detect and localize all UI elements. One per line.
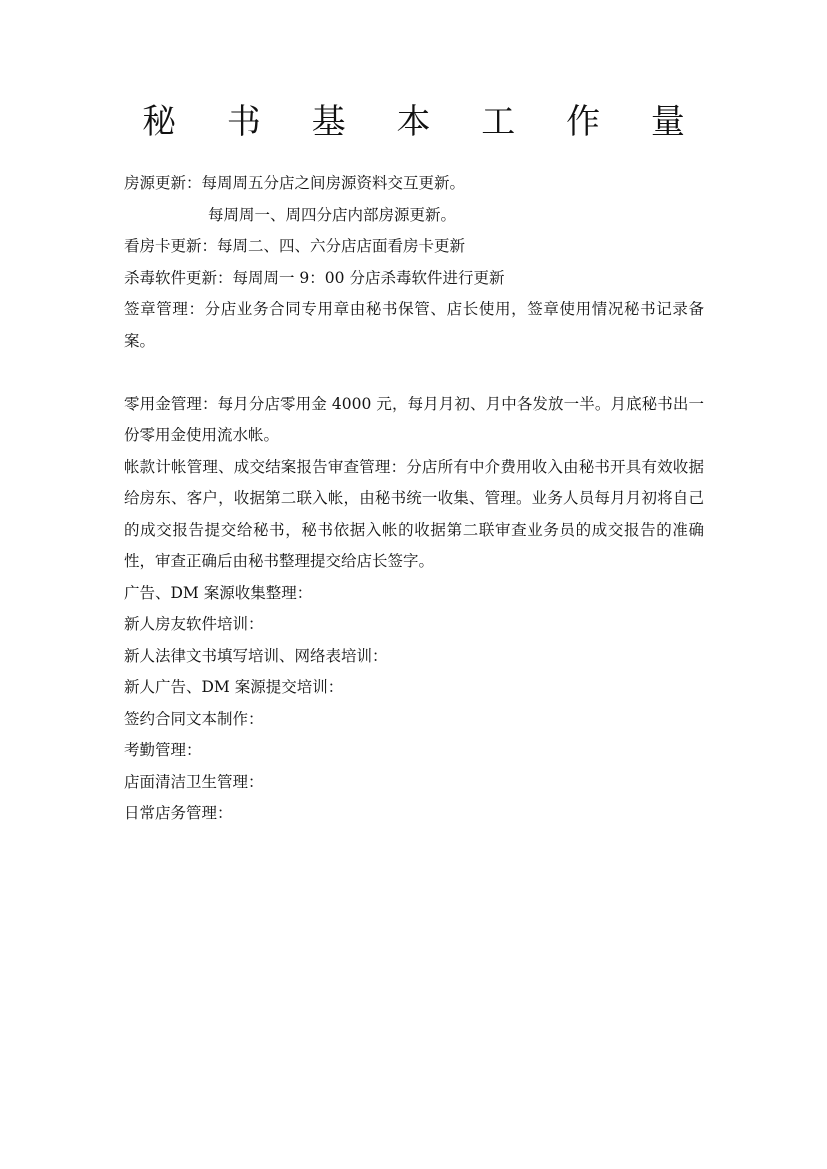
paragraph-antivirus-update: 杀毒软件更新：每周周一 9：00 分店杀毒软件进行更新	[124, 268, 505, 287]
page-title: 秘 书 基 本 工 作 量	[142, 102, 705, 142]
paragraph-legal-docs-training: 新人法律文书填写培训、网络表培训：	[124, 646, 388, 665]
paragraph-ad-dm-collection: 广告、DM 案源收集整理：	[124, 583, 313, 602]
paragraph-seal-management: 签章管理：分店业务合同专用章由秘书保管、店长使用，签章使用情况秘书记录备案。	[124, 300, 704, 350]
paragraph-software-training: 新人房友软件培训：	[124, 615, 264, 633]
blank-line	[124, 357, 704, 389]
paragraph-listing-update-internal: 每周周一、周四分店内部房源更新。	[208, 205, 457, 224]
paragraph-viewing-card-update: 看房卡更新：每周二、四、六分店店面看房卡更新	[124, 237, 466, 255]
paragraph-ad-dm-training: 新人广告、DM 案源提交培训：	[124, 678, 344, 696]
paragraph-listing-update: 房源更新：每周周五分店之间房源资料交互更新。	[124, 174, 466, 192]
paragraph-attendance: 考勤管理：	[124, 741, 202, 759]
paragraph-petty-cash: 零用金管理：每月分店零用金 4000 元，每月月初、月中各发放一半。月底秘书出一份零用金使用流水帐。	[124, 394, 704, 444]
paragraph-contract-drafting: 签约合同文本制作：	[124, 709, 264, 728]
paragraph-store-cleaning: 店面清洁卫生管理：	[124, 772, 264, 791]
paragraph-daily-affairs: 日常店务管理：	[124, 804, 233, 822]
paragraph-accounts-review: 帐款计帐管理、成交结案报告审查管理：分店所有中介费用收入由秘书开具有效收据给房东、客户，收据第二联入帐，由秘书统一收集、管理。业务人员每月月初将自己的成交报告提交给秘书，秘书依据入帐的收据第二联审查业务员的成交报告的准确性，审查正确后由秘书整理提交给店长签字。	[124, 457, 704, 570]
document-body	[124, 168, 704, 830]
